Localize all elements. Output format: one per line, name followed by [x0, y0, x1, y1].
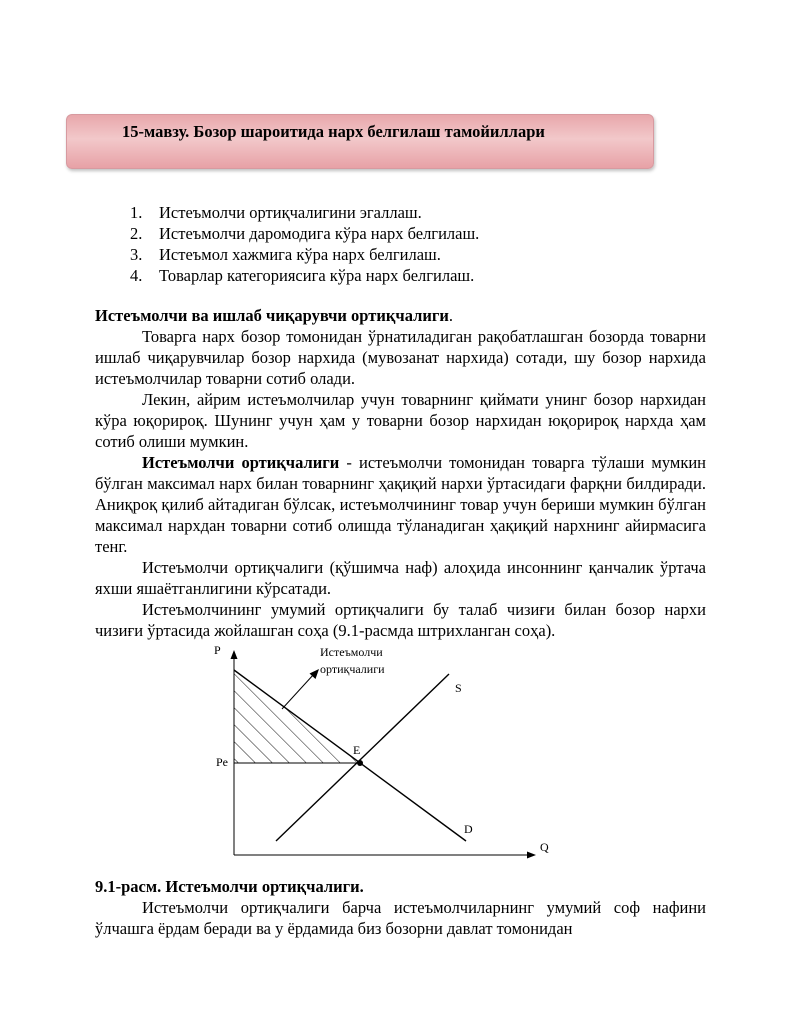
topic-banner: [66, 114, 654, 169]
outline-text: Истеъмол хажмига кўра нарх белгилаш.: [159, 245, 441, 264]
annotation-arrow: [282, 674, 314, 709]
outline-text: Истеъмолчи ортиқчалигини эгаллаш.: [159, 203, 422, 222]
paragraph-2: Лекин, айрим истеъмолчилар учун товарнинг қиймати унинг бозор нархидан кўра юқорироқ. Шунинг учун ҳам у товарни бозор нархидан юқорироқ нархда ҳам сотиб олиши мумкин.: [95, 390, 706, 451]
outline-text: Товарлар категориясига кўра нарх белгилаш.: [159, 266, 475, 285]
annotation-label-line-2: ортиқчалиги: [320, 662, 385, 676]
outline-number: 2.: [130, 224, 143, 243]
section-heading-text: Истеъмолчи ва ишлаб чиқарувчи ортиқчалиги: [95, 306, 449, 325]
paragraph-4: Истеъмолчи ортиқчалиги (қўшимча наф) алоҳида инсоннинг қанчалик ўртача яхши яшаётганлигини кўрсатади.: [95, 558, 706, 598]
price-label: Pe: [216, 755, 228, 769]
axis-x-label: Q: [540, 840, 549, 854]
price-axis-arrow-icon: [231, 650, 238, 659]
annotation-label-line-1: Истеъмолчи: [320, 645, 383, 659]
topic-title: 15-мавзу. Бозор шароитида нарх белгилаш тамойиллари: [122, 122, 545, 141]
section-heading-period: .: [448, 306, 453, 325]
section-body: [95, 305, 706, 641]
outline-text: Истеъмолчи даромодига кўра нарх белгилаш.: [159, 224, 480, 243]
outline-item: [130, 223, 479, 244]
paragraph-3: [95, 452, 706, 557]
equilibrium-point: [357, 760, 363, 766]
topic-outline: [130, 202, 479, 286]
equilibrium-label: E: [353, 743, 361, 757]
paragraph-5: Истеъмолчининг умумий ортиқчалиги бу талаб чизиғи билан бозор нархи чизиғи ўртасида жойлашган соҳа (9.1-расмда штрихланган соҳа).: [95, 600, 706, 640]
paragraph-1: Товарга нарх бозор томонидан ўрнатиладиган рақобатлашган бозорда товарни ишлаб чиқарувчилар бозор нархида (мувозанат нархида) сотади, шу бозор нархида истеъмолчилар товарни сотиб олади.: [95, 327, 706, 388]
supply-label: S: [455, 681, 462, 695]
definition-term: Истеъмолчи ортиқчалиги: [142, 453, 340, 472]
axis-y-label: P: [214, 643, 221, 657]
closing-paragraph: Истеъмолчи ортиқчалиги барча истеъмолчиларнинг умумий соф нафини ўлчашга ёрдам беради ва у ёрдамида биз бозорни давлат томонидан: [95, 898, 706, 938]
outline-item: [130, 202, 479, 223]
figure-caption: 9.1-расм. Истеъмолчи ортиқчалиги.: [95, 877, 364, 896]
quantity-axis-arrow-icon: [527, 852, 536, 859]
section-heading: [95, 305, 706, 326]
demand-label: D: [464, 822, 473, 836]
outline-number: 1.: [130, 203, 143, 222]
outline-number: 4.: [130, 266, 143, 285]
outline-item: [130, 244, 479, 265]
definition-text: - истеъмолчи томонидан товарга тўлаши мумкин бўлган максимал нарх билан товарнинг ҳақиқий нархи ўртасидаги фарқни билдиради. Аниқроқ қилиб айтадиган бўлсак, истеъмолчининг товар учун бериши мумкин бўлган максимал нархдан товарни сотиб олишда тўланадиган ҳақиқий нархнинг айирмасига тенг.: [95, 453, 706, 556]
consumer-surplus-figure: [200, 640, 570, 865]
outline-number: 3.: [130, 245, 143, 264]
closing-body: [95, 897, 706, 939]
outline-item: [130, 265, 479, 286]
